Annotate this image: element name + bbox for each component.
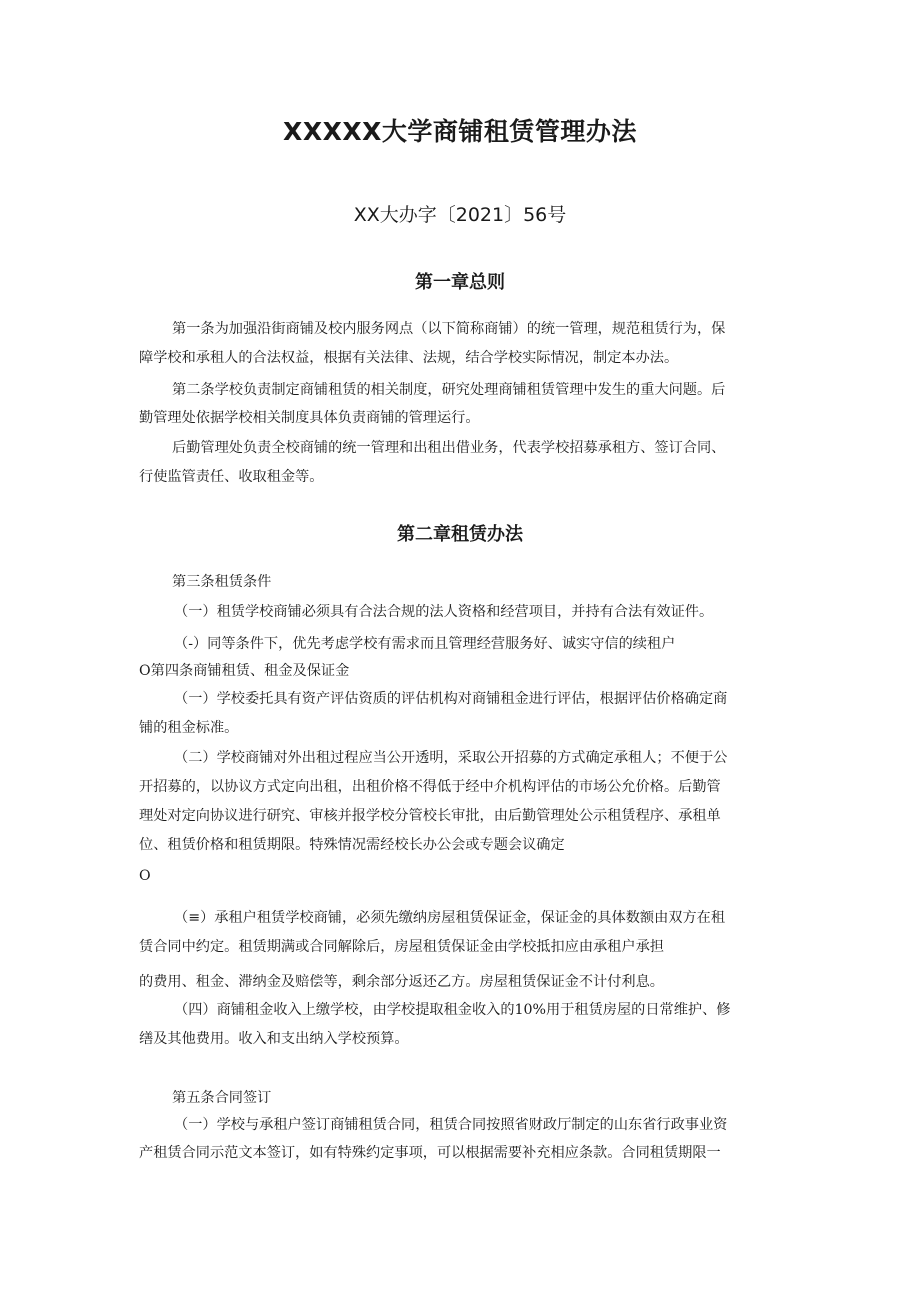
paragraph-line: 产租赁合同示范文本签订，如有特殊约定事项，可以根据需要补充相应条款。合同租赁期限一 bbox=[139, 1145, 721, 1161]
paragraph-line: 理处对定向协议进行研究、审核并报学校分管校长审批，由后勤管理处公示租赁程序、承租单 bbox=[139, 808, 721, 824]
document-number: XX大办字〔2021〕56号 bbox=[353, 204, 567, 226]
paragraph-line: 第二条学校负责制定商铺租赁的相关制度，研究处理商铺租赁管理中发生的重大问题。后 bbox=[172, 382, 726, 398]
chapter-1-heading: 第一章总则 bbox=[415, 272, 505, 293]
paragraph-line: 的费用、租金、滞纳金及赔偿等，剩余部分返还乙方。房屋租赁保证金不计付利息。 bbox=[139, 974, 664, 990]
paragraph-line: 障学校和承租人的合法权益，根据有关法律、法规，结合学校实际情况，制定本办法。 bbox=[139, 350, 679, 366]
article-heading: O第四条商铺租赁、租金及保证金 bbox=[139, 663, 350, 679]
paragraph-line: 铺的租金标准。 bbox=[139, 720, 239, 736]
paragraph-line: 缮及其他费用。收入和支出纳入学校预算。 bbox=[139, 1031, 409, 1047]
paragraph-line: 开招募的，以协议方式定向出租，出租价格不得低于经中介机构评估的市场公允价格。后勤管 bbox=[139, 779, 721, 795]
paragraph-line: 后勤管理处负责全校商铺的统一管理和出租出借业务，代表学校招募承租方、签订合同、 bbox=[172, 440, 726, 456]
article-heading: 第五条合同签订 bbox=[172, 1090, 272, 1106]
paragraph-line: （一）学校委托具有资产评估资质的评估机构对商铺租金进行评估，根据评估价格确定商 bbox=[174, 691, 728, 707]
paragraph-line: 赁合同中约定。租赁期满或合同解除后，房屋租赁保证金由学校抵扣应由承租户承担 bbox=[139, 939, 664, 955]
paragraph-line: 勤管理处依据学校相关制度具体负责商铺的管理运行。 bbox=[139, 410, 480, 426]
paragraph-line: （≡）承租户租赁学校商铺，必须先缴纳房屋租赁保证金，保证金的具体数额由双方在租 bbox=[174, 910, 726, 926]
paragraph-line: （四）商铺租金收入上缴学校，由学校提取租金收入的10%用于租赁房屋的日常维护、修 bbox=[174, 1002, 731, 1018]
paragraph-line: （一）租赁学校商铺必须具有合法合规的法人资格和经营项目，并持有合法有效证件。 bbox=[174, 604, 714, 620]
paragraph-line: 位、租赁价格和租赁期限。特殊情况需经校长办公会或专题会议确定 bbox=[139, 837, 565, 853]
paragraph-line: O bbox=[139, 868, 151, 884]
document-title: XXXXX大学商铺租赁管理办法 bbox=[283, 117, 637, 146]
article-heading: 第三条租赁条件 bbox=[172, 574, 272, 590]
chapter-2-heading: 第二章租赁办法 bbox=[397, 524, 523, 545]
paragraph-line: （二）学校商铺对外出租过程应当公开透明，采取公开招募的方式确定承租人；不便于公 bbox=[174, 750, 728, 766]
paragraph-line: （一）学校与承租户签订商铺租赁合同，租赁合同按照省财政厅制定的山东省行政事业资 bbox=[174, 1117, 728, 1133]
paragraph-line: 行使监管责任、收取租金等。 bbox=[139, 469, 324, 485]
paragraph-line: （-）同等条件下，优先考虑学校有需求而且管理经营服务好、诚实守信的续租户 bbox=[174, 636, 676, 652]
paragraph-line: 第一条为加强沿街商铺及校内服务网点（以下简称商铺）的统一管理，规范租赁行为，保 bbox=[172, 321, 726, 337]
